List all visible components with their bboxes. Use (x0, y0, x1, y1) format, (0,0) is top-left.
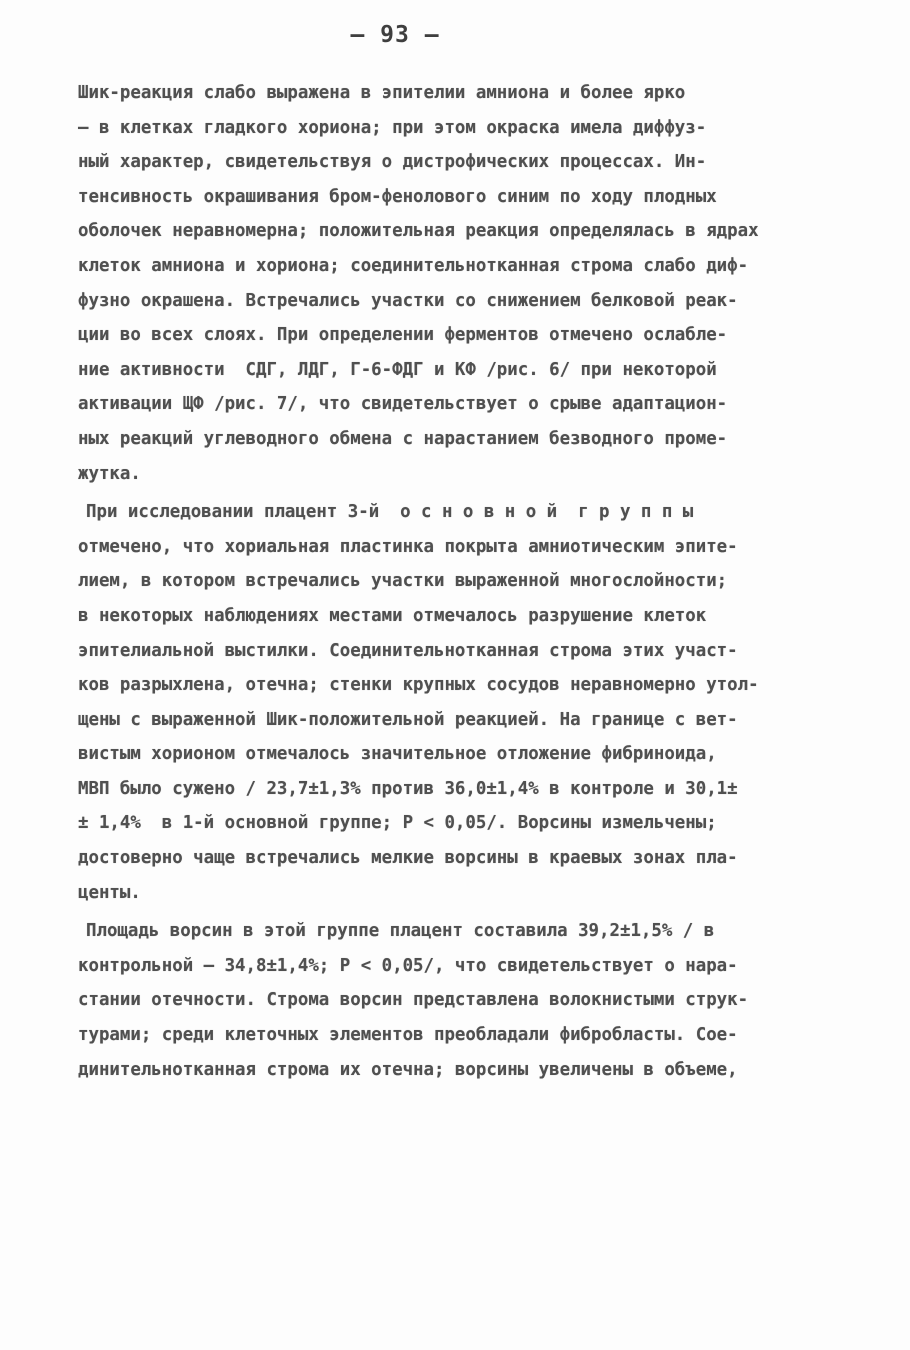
text-line: жутка. (78, 463, 141, 484)
text-line: отмечено, что хориальная пластинка покрыта амниотическим эпите- (78, 536, 738, 557)
text-line: в некоторых наблюдениях местами отмечалось разрушение клеток (78, 605, 707, 626)
text-line: лием, в котором встречались участки выраженной многослойности; (78, 571, 728, 592)
text-line: ции во всех слоях. При определении ферментов отмечено ослабле- (78, 325, 728, 346)
paragraph-1 (78, 76, 868, 491)
text-line: клеток амниона и хориона; соединительнотканная строма слабо диф- (78, 255, 749, 276)
text-line: ние активности СДГ, ЛДГ, Г-6-ФДГ и КФ /рис. 6/ при некоторой (78, 359, 717, 380)
text-line: тенсивность окрашивания бром-фенолового синим по ходу плодных (78, 186, 717, 207)
text-line: щены с выраженной Шик-положительной реакцией. На границе с вет- (78, 709, 738, 730)
text-line: турами; среди клеточных элементов преобладали фибробласты. Сое- (78, 1025, 738, 1046)
text-line: оболочек неравномерна; положительная реакция определялась в ядрах (78, 221, 759, 242)
text-line: контрольной – 34,8±1,4%; Р < 0,05/, что свидетельствует о нара- (78, 955, 738, 976)
text-line: – в клетках гладкого хориона; при этом окраска имела диффуз- (78, 117, 707, 138)
text-line: ных реакций углеводного обмена с нарастанием безводного проме- (78, 428, 728, 449)
text-line: активации ЩФ /рис. 7/, что свидетельствует о срыве адаптацион- (78, 394, 728, 415)
text-line: стании отечности. Строма ворсин представлена волокнистыми струк- (78, 990, 749, 1011)
text-line: достоверно чаще встречались мелкие ворсины в краевых зонах пла- (78, 848, 738, 869)
text-line: ков разрыхлена, отечна; стенки крупных сосудов неравномерно утол- (78, 675, 759, 696)
text-line: центы. (78, 882, 141, 903)
text-line: ный характер, свидетельствуя о дистрофических процессах. Ин- (78, 152, 707, 173)
text-line: ± 1,4% в 1-й основной группе; Р < 0,05/. Ворсины измельчены; (78, 813, 717, 834)
text-line: фузно окрашена. Встречались участки со снижением белковой реак- (78, 290, 738, 311)
page-number: – 93 – (350, 22, 440, 48)
body-text (78, 76, 868, 1087)
text-line: динительнотканная строма их отечна; ворсины увеличены в объеме, (78, 1059, 738, 1080)
text-line: МВП было сужено / 23,7±1,3% против 36,0±1,4% в контроле и 30,1± (78, 778, 738, 799)
text-line: Площадь ворсин в этой группе плацент составила 39,2±1,5% / в (86, 921, 715, 942)
text-line: эпителиальной выстилки. Соединительнотканная строма этих участ- (78, 640, 738, 661)
paragraph-3 (78, 914, 868, 1087)
text-line: вистым хорионом отмечалось значительное отложение фибриноида, (78, 744, 717, 765)
paragraph-2 (78, 495, 868, 910)
text-line: Шик-реакция слабо выражена в эпителии амниона и более ярко (78, 83, 686, 103)
text-line: При исследовании плацент 3-й о с н о в н о й г р у п п ы (86, 502, 694, 523)
